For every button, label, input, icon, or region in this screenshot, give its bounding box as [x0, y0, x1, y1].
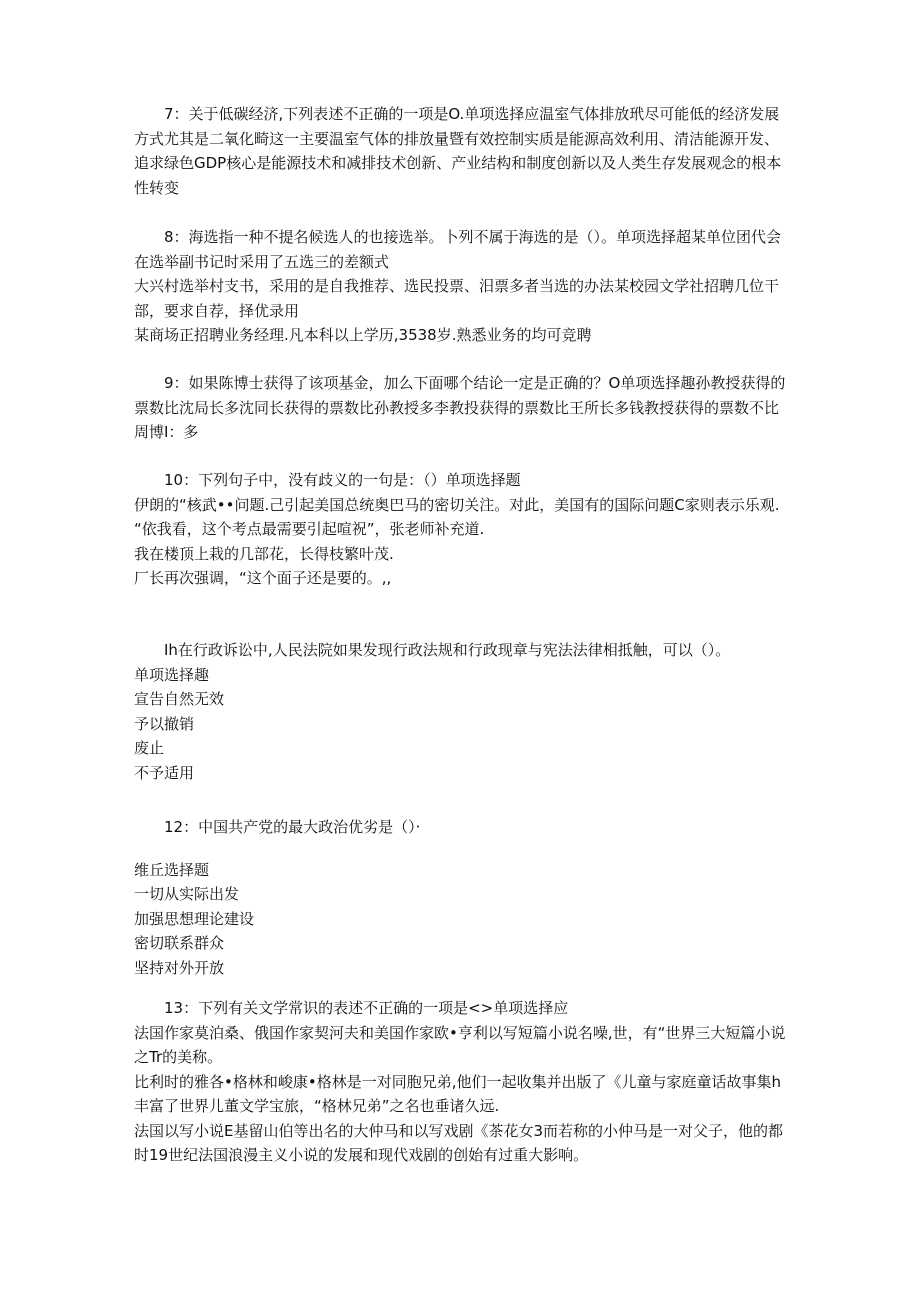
- question-7: [134, 102, 786, 200]
- question-stem: 12：中国共产党的最大政治优劣是（）·: [164, 818, 421, 836]
- question-stem: 8：海选指一种不提名候选人的也接选举。卜列不属于海选的是（）。单项选择超某单位团代会在选举副书记时采用了五选三的差额式: [134, 228, 782, 271]
- option-line: 废止: [134, 739, 165, 757]
- question-stem: 7：关于低碳经济,下列表述不正确的一项是O.单项选择应温室气体排放玳尽可能低的经济发展方式尤其是二氧化畸这一主要温室气体的排放量暨有效控制实质是能源高效利用、清洁能源开发、追求绿色GDP核心是能源技术和减排技术创新、产业结构和制度创新以及人类生存发展观念的根本性转变: [134, 105, 782, 197]
- question-12: [134, 815, 786, 980]
- option-line: 宣告自然无效: [134, 690, 225, 708]
- question-stem: 10：下列句子中，没有歧义的一句是：（）单项选择题: [164, 471, 521, 489]
- option-line: 坚持对外开放: [134, 958, 225, 977]
- option-line: 法国以写小说E基留山伯等出名的大仲马和以写戏剧《茶花女3而若称的小仲马是一对父子，他的都时19世纪法国浪漫主义小说的发展和现代戏剧的创始有过重大影响。: [134, 1121, 784, 1164]
- option-line: 加强思想理论建设: [134, 909, 255, 928]
- option-line: 维丘选择题: [134, 860, 210, 879]
- option-line: “依我看，这个考点最需要引起喧祝”，张老师补充道.: [134, 520, 485, 538]
- question-9: [134, 371, 786, 445]
- option-line: 我在楼顶上栽的几部花，长得枝繁叶茂.: [134, 544, 394, 563]
- option-line: 单项选择趣: [134, 665, 210, 684]
- option-line: 予以撤销: [134, 714, 195, 733]
- option-line: 一切从实际出发: [134, 885, 240, 903]
- option-line: 密切联系群众: [134, 934, 225, 952]
- option-line: 伊朗的“核武••问题.己引起美国总统奥巴马的密切关注。对此，美国有的国际问题C家则表示乐观.: [134, 495, 780, 514]
- option-line: 大兴村选举村支书，采用的是自我推荐、选民投票、汨票多者当选的办法某校园文学社招聘几位干部，要求自荐，择优录用: [134, 277, 780, 320]
- question-stem: Ih在行政诉讼中,人民法院如果发现行政法规和行政现章与宪法法律相抵触，可以（）。: [164, 641, 731, 659]
- option-line: 某商场正招聘业务经理.凡本科以上学历,3538岁.熟悉业务的均可竞聘: [134, 326, 592, 344]
- option-line: 厂长再次强调，“这个面子还是要的。,,: [134, 569, 392, 587]
- question-stem: 9：如果陈博士获得了该项基金，加么下面哪个结论一定是正确的？O单项选择趣孙教授获得的票数比沈局长多沈同长获得的票数比孙教授多李教投获得的票数比王所长多钱教授获得的票数不比周博I：多: [134, 374, 786, 441]
- option-line: 比利时的雅各•格林和峻康•格林是一对同胞兄弟,他们一起收集并出版了《儿童与家庭童话故事集h丰富了世界儿董文学宝旅，“格林兄弟”之名也垂诸久远.: [134, 1072, 781, 1115]
- option-line: 法国作家莫泊桑、俄国作家契河夫和美国作家欧•亨利以写短篇小说名噪,世，有“世界三大短篇小说之Tr的美称。: [134, 1023, 786, 1066]
- option-line: 不予适用: [134, 763, 195, 782]
- question-11: [134, 638, 786, 785]
- question-13: [134, 996, 786, 1168]
- blank-line: [134, 840, 786, 858]
- question-stem: 13：下列有关文学常识的表述不正确的一项是<>单项选择应: [164, 999, 569, 1017]
- question-8: [134, 225, 786, 348]
- question-10: [134, 468, 786, 591]
